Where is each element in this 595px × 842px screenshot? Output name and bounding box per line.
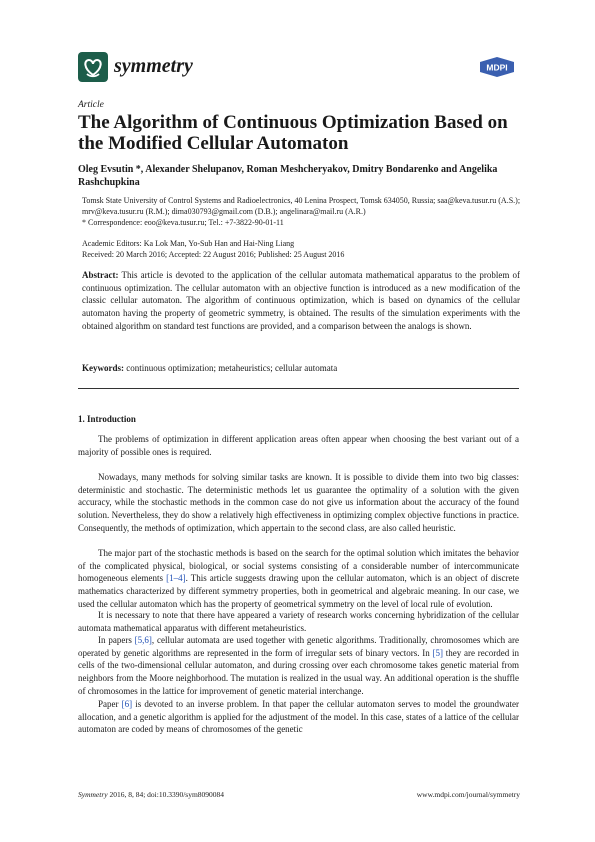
article-type: Article [78,100,104,110]
paragraph-text: is devoted to an inverse problem. In that paper the cellular automaton serves to model the groundwater allocation, and a genetic algorithm is applied for the adjustment of the model. In this case, states of a lattice of the cellular automaton are coded by means of chromosomes of the genetic [78,699,519,735]
publication-dates: Received: 20 March 2016; Accepted: 22 August 2016; Published: 25 August 2016 [82,250,345,259]
affiliation: Tomsk State University of Control Systems and Radioelectronics, 40 Lenina Prospect, Tomsk 634050, Russia; saa@keva.tusur.ru (A.S.); mrv@keva.tusur.ru (R.M.); dima030793@gmail.com (D.B.); angelinara@mail.ru (A.R.) [82,196,521,216]
academic-editors: Academic Editors: Ka Lok Man, Yo-Sub Han and Hai-Ning Liang [82,239,295,248]
paragraph: Nowadays, many methods for solving similar tasks are known. It is possible to divide them into two big classes: deterministic and stochastic. The deterministic methods let us guarantee the optimality of a solution with the given accuracy, while the stochastic methods in the common case do not give us information about the accuracy of the found solution. Nevertheless, they do show a relatively high effectiveness in optimizing complex objective functions in practice. Consequently, the methods of optimization, which appertain to the second class, are also called heuristic. [78,472,519,533]
paragraph-text: Paper [98,699,122,709]
citation-link[interactable]: [5] [432,647,444,658]
paragraph-text: , cellular automata are used together with genetic algorithms. Traditionally, chromosomes which are operated by genetic algorithms are represented in the form of irregular sets of binary vectors. In [78,635,519,658]
footer-citation [78,790,224,799]
keywords [82,363,520,373]
keywords-label: Keywords: [82,363,124,373]
journal-name: symmetry [114,55,193,77]
keywords-text: continuous optimization; metaheuristics; cellular automata [126,363,338,373]
symmetry-logo-icon [78,52,108,82]
divider [78,388,519,389]
abstract [82,269,520,333]
footer-journal: Symmetry [78,790,108,799]
article-title: The Algorithm of Continuous Optimization Based on the Modified Cellular Automaton [78,112,508,154]
paragraph [78,698,519,736]
paragraph: It is necessary to note that there have appeared a variety of research works concerning hybridization of the cellular automata mathematical apparatus with different metaheuristics. [78,610,519,633]
section-heading: 1. Introduction [78,414,136,424]
footer-citation-text: 2016, 8, 84; doi:10.3390/sym8090084 [107,790,225,799]
paragraph-text: . This article suggests drawing upon the cellular automaton, which is an object of discrete mathematics characterized by different symmetry properties, both in geometrical and algebraic meaning. In our case, we used the cellular automaton which has the property of geometrical symmetry on the level of local rule of evolution. [78,573,519,609]
paragraph-text: In papers [98,635,135,645]
paragraph [78,634,519,698]
citation-link[interactable]: [6] [121,699,133,709]
paragraph: The problems of optimization in different application areas often appear when choosing the best variant out of a majority of possible ones is required. [78,434,519,457]
mdpi-badge-icon [478,56,516,78]
abstract-label: Abstract: [82,270,119,280]
author-list: Oleg Evsutin *, Alexander Shelupanov, Roman Meshcheryakov, Dmitry Bondarenko and Angelika Rashchupkina [78,164,498,188]
paragraph-text: The major part of the stochastic methods is based on the search for the optimal solution which imitates the behavior of the complicated physical, biological, or social systems consisting of a considerable number of intercommunicate homogeneous elements [78,548,519,584]
paragraph-text: they are recorded in cells of the two-dimensional cellular automaton, and during crossing over each chromosome takes genetic material from neighbors from the Moore neighborhood. The mutation is realized in the usual way. An additional operation is the shuffle of chromosomes in the lattice for improvement of genetic material interchange. [78,647,519,696]
footer-url[interactable]: www.mdpi.com/journal/symmetry [416,790,520,799]
paragraph [78,547,519,611]
citation-link[interactable]: [5,6] [134,635,152,645]
abstract-text: This article is devoted to the application of the cellular automata mathematical apparatus to the problem of continuous optimization. The cellular automaton with an objective function is introduced as a new modification of the classic cellular automaton. The algorithm of continuous optimization, which is based on dynamics of the cellular automaton having the property of geometric symmetry, is obtained. The results of the simulation experiments with the obtained algorithm on standard test functions are provided, and a comparison between the analogs is shown. [82,270,520,331]
citation-link[interactable]: [1–4] [166,573,186,584]
publisher-label: MDPI [486,62,508,73]
correspondence: * Correspondence: eoo@keva.tusur.ru; Tel.: +7-3822-90-01-11 [82,218,284,227]
